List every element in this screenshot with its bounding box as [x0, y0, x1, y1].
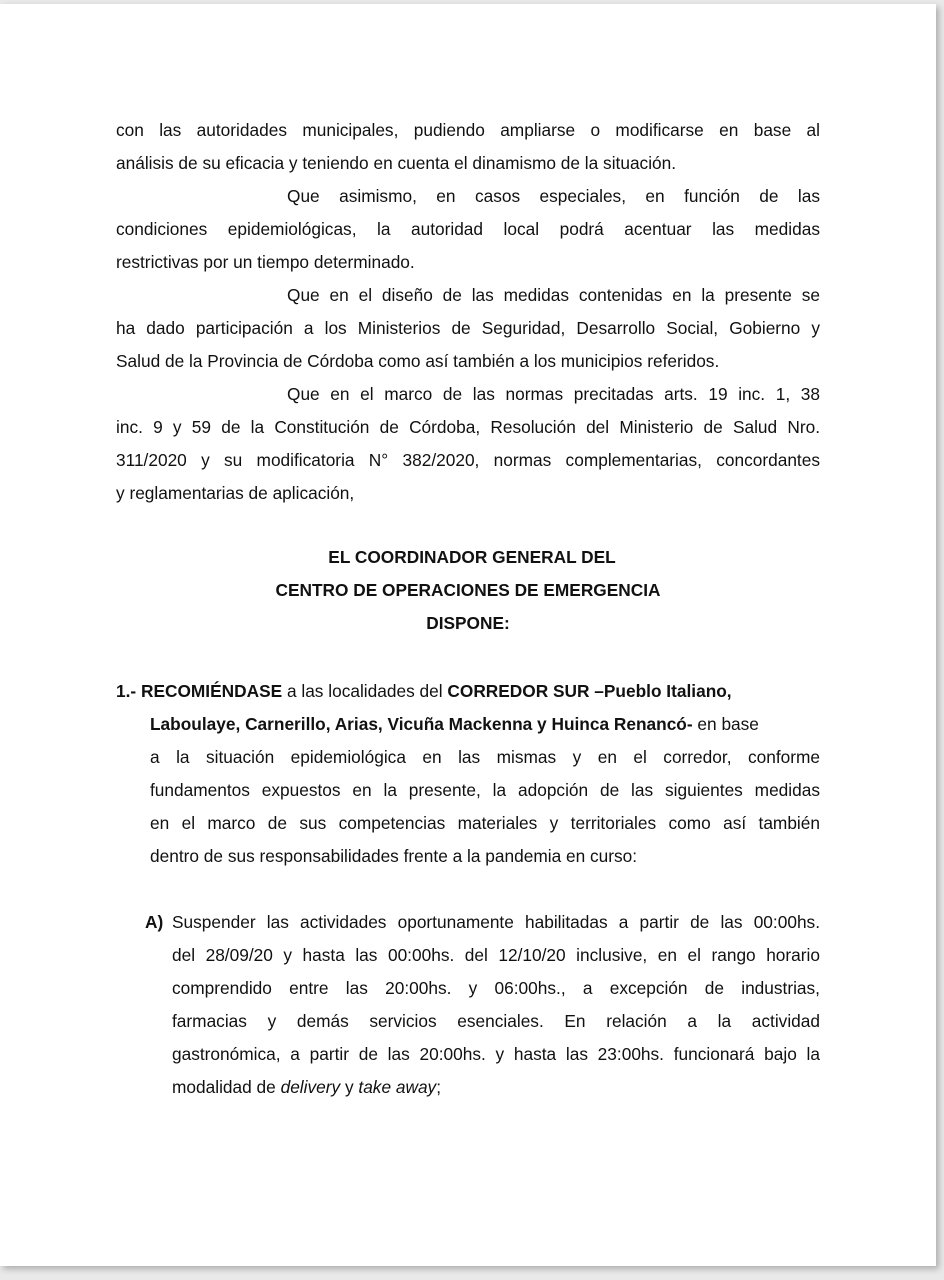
- item-a-text: modalidad de: [172, 1077, 281, 1097]
- item-a-line: Suspender las actividades oportunamente habilitadas a partir de las 00:00hs.: [172, 912, 820, 932]
- item-a-last-line: [172, 1077, 441, 1097]
- body-line: con las autoridades municipales, pudiendo ampliarse o modificarse en base al: [116, 120, 820, 140]
- article-line: fundamentos expuestos en la presente, la adopción de las siguientes medidas: [150, 780, 820, 800]
- article-line: dentro de sus responsabilidades frente a la pandemia en curso:: [150, 846, 638, 866]
- heading-line-1: EL COORDINADOR GENERAL DEL: [328, 547, 616, 567]
- localities-list: Laboulaye, Carnerillo, Arias, Vicuña Mackenna y Huinca Renancó-: [150, 714, 693, 734]
- body-line: Que en el marco de las normas precitadas arts. 19 inc. 1, 38: [287, 384, 820, 404]
- body-line: restrictivas por un tiempo determinado.: [116, 252, 415, 272]
- body-line: Que en el diseño de las medidas contenidas en la presente se: [287, 285, 820, 305]
- item-a-line: comprendido entre las 20:00hs. y 06:00hs., a excepción de industrias,: [172, 978, 820, 998]
- body-line: 311/2020 y su modificatoria N° 382/2020, normas complementarias, concordantes: [116, 450, 820, 470]
- article-line: en el marco de sus competencias materiales y territoriales como así también: [150, 813, 820, 833]
- corridor-name: CORREDOR SUR –Pueblo Italiano,: [447, 681, 732, 701]
- take-away-term: take away: [358, 1077, 437, 1097]
- body-line: condiciones epidemiológicas, la autoridad local podrá acentuar las medidas: [116, 219, 820, 239]
- heading-line-3: DISPONE:: [426, 613, 510, 633]
- body-line: análisis de su eficacia y teniendo en cuenta el dinamismo de la situación.: [116, 153, 677, 173]
- article-keyword: RECOMIÉNDASE: [140, 681, 283, 701]
- item-a-text: y: [340, 1077, 359, 1097]
- heading-line-2: CENTRO DE OPERACIONES DE EMERGENCIA: [275, 580, 661, 600]
- item-a-line: del 28/09/20 y hasta las 00:00hs. del 12/10/20 inclusive, en el rango horario: [172, 945, 820, 965]
- article-text: a las localidades del: [282, 681, 448, 701]
- article-number: 1.-: [116, 681, 137, 701]
- body-line: ha dado participación a los Ministerios de Seguridad, Desarrollo Social, Gobierno y: [116, 318, 820, 338]
- article-text: en base: [692, 714, 759, 734]
- item-a-label: A): [145, 912, 164, 932]
- item-a-line: gastronómica, a partir de las 20:00hs. y hasta las 23:00hs. funcionará bajo la: [172, 1044, 820, 1064]
- document-page: [0, 4, 936, 1266]
- article-1-first-line: [116, 681, 732, 701]
- delivery-term: delivery: [280, 1077, 341, 1097]
- item-a-line: farmacias y demás servicios esenciales. En relación a la actividad: [172, 1011, 820, 1031]
- article-1-line-2: [150, 714, 759, 734]
- body-line: Salud de la Provincia de Córdoba como así también a los municipios referidos.: [116, 351, 720, 371]
- body-line: inc. 9 y 59 de la Constitución de Córdoba, Resolución del Ministerio de Salud Nro.: [116, 417, 820, 437]
- body-line: y reglamentarias de aplicación,: [116, 483, 355, 503]
- article-line: a la situación epidemiológica en las mismas y en el corredor, conforme: [150, 747, 820, 767]
- item-a-text: ;: [436, 1077, 442, 1097]
- body-line: Que asimismo, en casos especiales, en función de las: [287, 186, 820, 206]
